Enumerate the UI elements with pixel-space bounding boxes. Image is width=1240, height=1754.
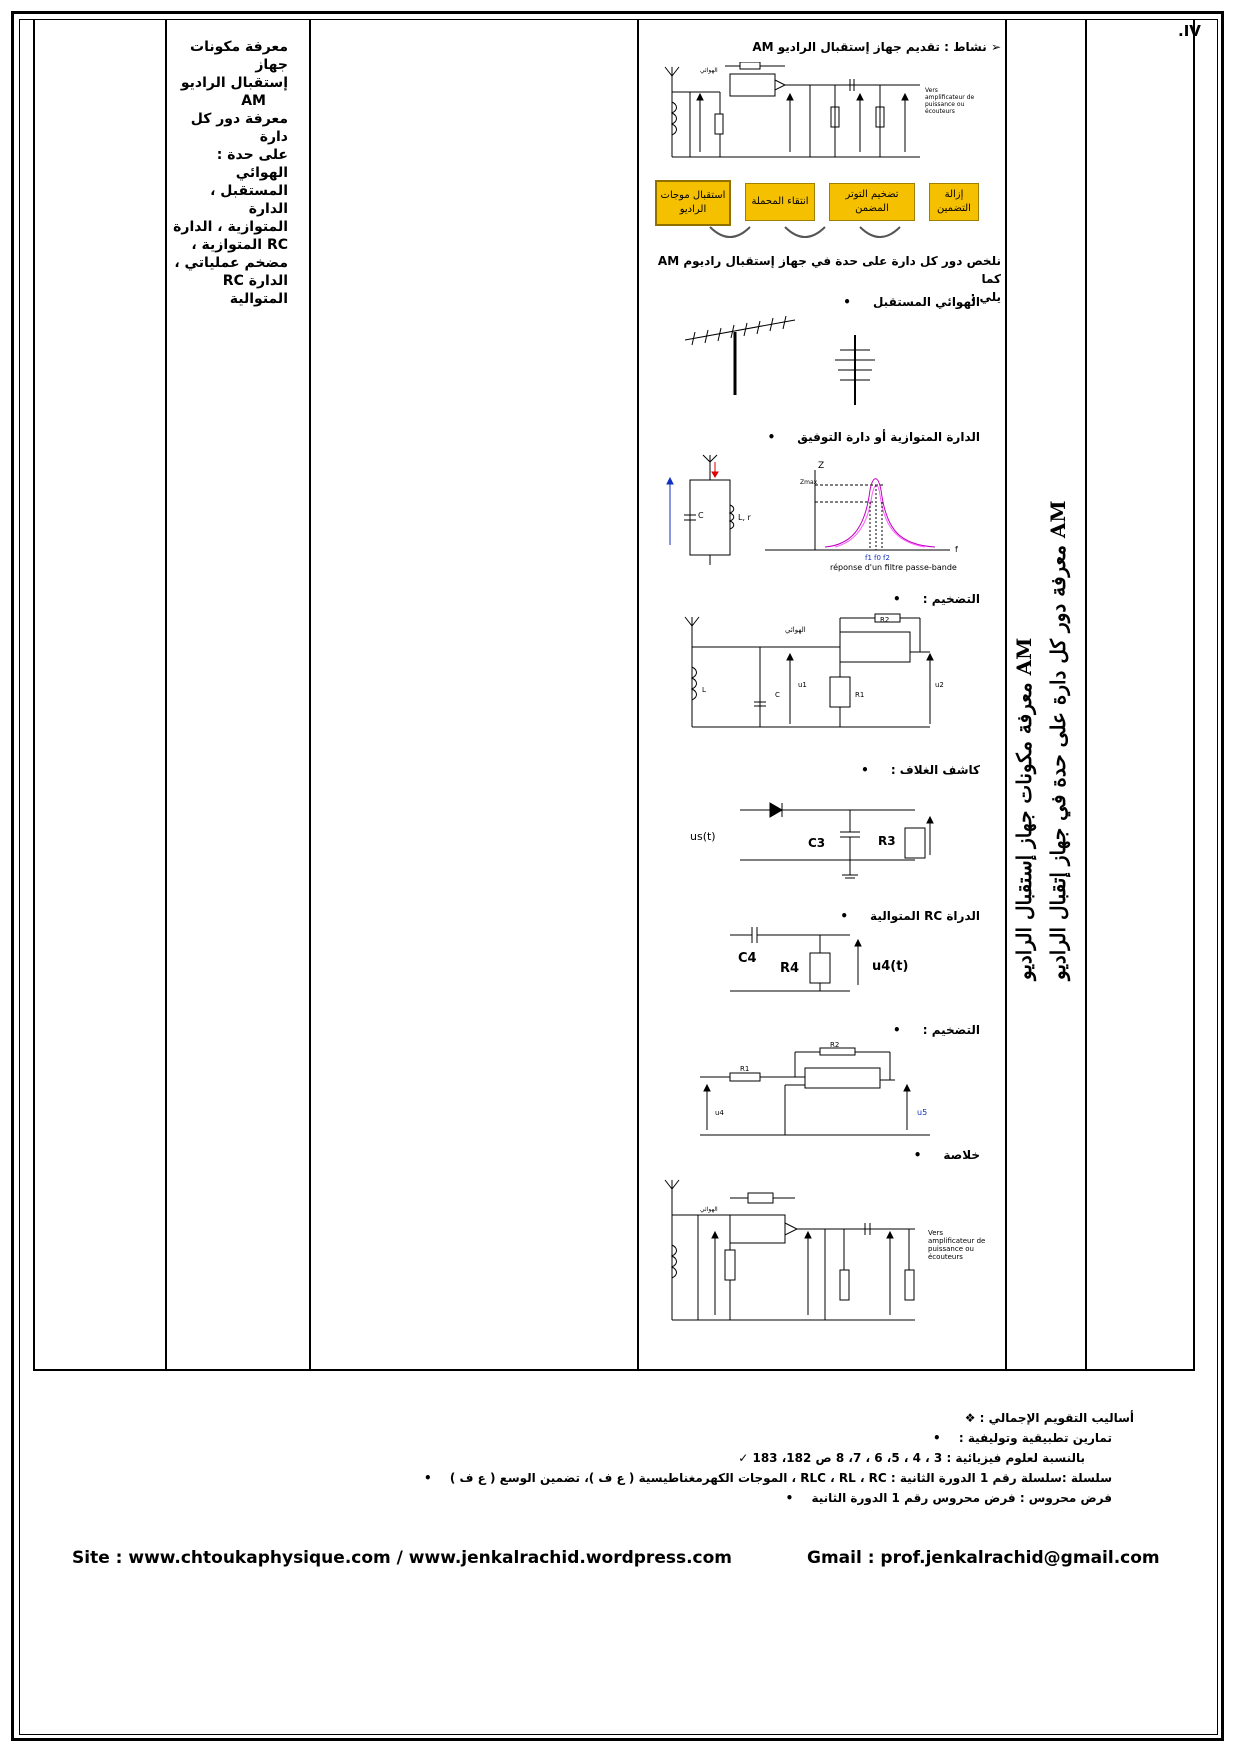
r2-label: R2 xyxy=(830,1041,840,1049)
u4-short-label: u4 xyxy=(715,1109,724,1117)
evaluation-subitem-text: بالنسبة لعلوم فيزيائية : 3 ، 4 ، 5، 6 ، 7، 8 ص 182، 183 xyxy=(752,1451,1085,1465)
antenna-label: الهوائي xyxy=(785,626,806,634)
objective-line: مضخم عملياتي ، xyxy=(174,255,288,271)
parallel-circuit xyxy=(660,450,980,575)
c4-label: C4 xyxy=(738,951,757,966)
envelope-detector-circuit xyxy=(690,800,950,890)
u1-label: u1 xyxy=(798,681,807,689)
vers-label: Vers xyxy=(925,87,938,94)
ampli-label: amplificateur de xyxy=(928,1237,986,1245)
ecouteurs-label: écouteurs xyxy=(928,1253,963,1261)
objective-line: الدارة RC المتوالية xyxy=(222,273,288,307)
column-divider xyxy=(165,19,167,1371)
r1-label: R1 xyxy=(855,691,865,699)
vertical-title-line1: معرفة مكونات جهاز إستقبال الراديو AM xyxy=(1012,637,1036,980)
bullet-parallel: الدارة المتوازية أو دارة التوفيق • xyxy=(768,430,980,444)
amplifier-circuit-2 xyxy=(695,1040,955,1150)
objective-line: معرفة دور كل دارة xyxy=(190,111,288,145)
u2-label: u2 xyxy=(935,681,944,689)
footer-gmail: Gmail : prof.jenkalrachid@gmail.com xyxy=(807,1548,1160,1568)
filter-caption: réponse d'un filtre passe-bande xyxy=(830,563,957,572)
l-label: L xyxy=(702,686,706,694)
evaluation-item xyxy=(933,1431,1112,1445)
bullet-icon: • xyxy=(933,1431,941,1445)
stage-box: استقبال موجات الراديو xyxy=(655,180,731,226)
evaluation-item-text: فرض محروس : فرض محروس رقم 1 الدورة الثانية xyxy=(811,1491,1112,1505)
bullet-antenna: الهوائي المستقبل • xyxy=(843,295,980,309)
c3-label: C3 xyxy=(808,836,826,850)
ampli-label: amplificateur de xyxy=(925,94,975,101)
r3-label: R3 xyxy=(878,834,896,848)
rc-series-circuit xyxy=(730,925,930,1000)
f-axis-label: f xyxy=(955,545,958,554)
stage-box: إزالة التضمين xyxy=(929,183,979,221)
f1-label: f1 xyxy=(865,554,872,562)
evaluation-title-text: أساليب التقويم الإجمالي : xyxy=(979,1411,1134,1425)
evaluation-item xyxy=(424,1471,1112,1485)
column-divider xyxy=(1085,19,1087,1371)
bullet-rc-series: الدراة RC المتوالية • xyxy=(840,909,980,923)
amplifier-circuit-1 xyxy=(680,612,970,742)
arrow-bullet-icon: ➢ xyxy=(986,40,1001,54)
diamond-bullet-icon: ❖ xyxy=(964,1411,976,1425)
column-divider xyxy=(1005,19,1007,1371)
f0-label: f0 xyxy=(874,554,881,562)
bullet-amplification: التضخيم : • xyxy=(893,592,980,606)
evaluation-subitem xyxy=(738,1451,1085,1465)
bullet-amplification-2: التضخيم : • xyxy=(893,1023,980,1037)
antenna-drawing xyxy=(680,315,930,415)
objectives xyxy=(170,38,288,308)
summary-line: نلخص دور كل دارة على حدة في جهاز إستقبال راديوم AM كما xyxy=(657,254,1001,286)
u5-label: u5 xyxy=(917,1108,928,1117)
vertical-title xyxy=(1012,460,1072,980)
column-divider xyxy=(309,19,311,1371)
objective-line: على حدة : الهوائي xyxy=(216,147,288,181)
evaluation-item-text: سلسلة :سلسلة رقم 1 الدورة الثانية : RLC ، RL ، RC ، الموجات الكهرمغناطيسية ( ع ف )، تضمين الوسع ( ع ف ) xyxy=(449,1471,1112,1485)
objective-line: معرفة مكونات جهاز xyxy=(190,39,288,73)
objective-line: المتوازية ، الدارة xyxy=(173,219,288,235)
r2-label: R2 xyxy=(880,616,890,624)
stage-box: تضخيم التوتر المضمن xyxy=(829,183,915,221)
bullet-icon: • xyxy=(423,1471,432,1485)
lr-label: L, r xyxy=(738,513,751,522)
stage-box: انتقاء المحملة xyxy=(745,183,815,221)
antenna-label: الهوائي xyxy=(700,67,718,74)
f2-label: f2 xyxy=(883,554,890,562)
receiver-circuit-summary xyxy=(660,1175,1000,1335)
c-label: C xyxy=(698,511,704,520)
puissance-label: puissance ou xyxy=(925,101,965,108)
evaluation-item-text: تمارين تطبيقية وتوليفية : xyxy=(958,1431,1112,1445)
section-number: .IV xyxy=(1178,22,1201,40)
antenna-label: الهوائي xyxy=(700,1206,718,1213)
u4-label: u4(t) xyxy=(872,959,909,974)
stage-arrows xyxy=(700,222,910,252)
c-label: C xyxy=(775,691,780,699)
activity-title-text: نشاط : تقديم جهاز إستقبال الراديو AM xyxy=(752,40,987,54)
bullet-icon: • xyxy=(785,1491,794,1505)
column-divider xyxy=(637,19,639,1371)
receiver-circuit-top xyxy=(660,62,1000,172)
ecouteurs-label: écouteurs xyxy=(925,108,955,115)
z-axis-label: Z xyxy=(818,461,825,471)
vers-label: Vers xyxy=(928,1229,944,1237)
objective-line: RC المتوازية ، xyxy=(191,237,288,253)
us-label: us(t) xyxy=(690,830,716,843)
zmax-label: Zmax xyxy=(800,479,818,486)
stage-boxes xyxy=(655,183,979,226)
vertical-title-line2: معرفة دور كل دارة على حدة في جهاز إتقبال الراديو AM xyxy=(1046,500,1070,980)
activity-title xyxy=(646,40,1001,54)
r4-label: R4 xyxy=(780,961,800,976)
evaluation-title xyxy=(965,1411,1134,1425)
puissance-label: puissance ou xyxy=(928,1245,974,1253)
footer-site: Site : www.chtoukaphysique.com / www.jenkalrachid.wordpress.com xyxy=(72,1548,733,1568)
bullet-detector: كاشف الغلاف : • xyxy=(861,763,980,777)
objective-line: AM xyxy=(241,93,266,109)
bullet-summary: خلاصة • xyxy=(914,1148,980,1162)
objective-line: المستقبل ، الدارة xyxy=(210,183,288,217)
check-icon: ✓ xyxy=(738,1451,749,1465)
r1-label: R1 xyxy=(740,1065,750,1073)
summary-line: يلي : xyxy=(970,290,1001,304)
evaluation-item xyxy=(786,1491,1112,1505)
objective-line: إستقبال الراديو xyxy=(180,75,288,91)
